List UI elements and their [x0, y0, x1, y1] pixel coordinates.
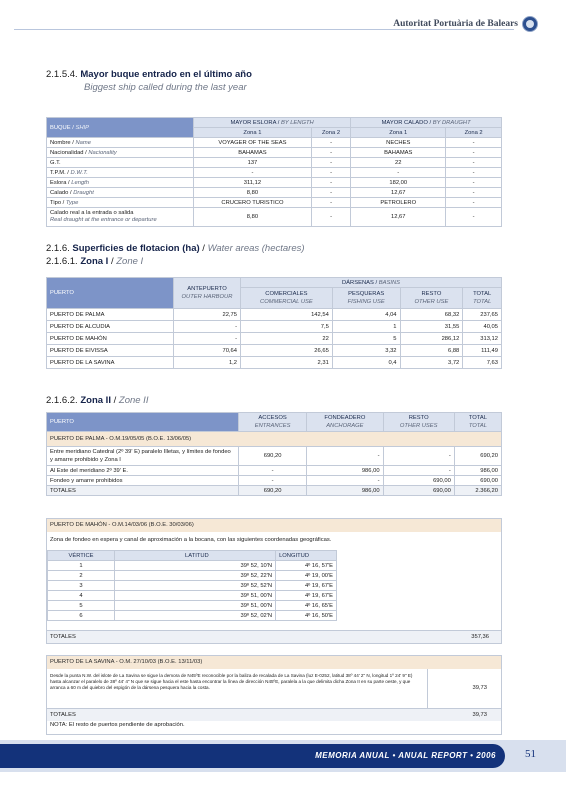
- cell: CRUCERO TURISTICO: [194, 198, 312, 208]
- table-row: [48, 591, 337, 601]
- cell: 22,75: [174, 309, 241, 321]
- cell: -: [239, 466, 307, 476]
- table-row-label: T.P.M. / D.W.T.: [47, 168, 194, 178]
- vertex: 1: [48, 561, 115, 571]
- label-en: Name: [75, 139, 91, 146]
- cell: 1,2: [174, 357, 241, 369]
- zone1-header: Zona 1: [194, 128, 312, 138]
- savina-title: PUERTO DE LA SAVINA - O.M. 27/10/03 (B.O.E. 13/11/03): [47, 656, 501, 669]
- port-name: PUERTO DE PALMA: [47, 309, 174, 321]
- cell: -: [311, 208, 350, 227]
- latitude: 39º 51, 00'N: [115, 601, 276, 611]
- cell: 7,5: [241, 321, 333, 333]
- cell: 5: [332, 333, 400, 345]
- cell: -: [446, 158, 502, 168]
- cell: 6,88: [400, 345, 463, 357]
- footer-text: MEMORIA ANUAL • ANUAL REPORT • 2006: [315, 751, 496, 760]
- longitude: 4º 19, 67'E: [276, 581, 337, 591]
- longitude: 4º 16, 57'E: [276, 561, 337, 571]
- mahon-description: Zona de fondeo en espera y canal de aproximación a la bocana, con las siguientes coordenadas geográficas.: [50, 537, 332, 543]
- col-latitude: LATITUD: [115, 551, 276, 561]
- cell: 68,32: [400, 309, 463, 321]
- table-row-label: Nacionalidad / Nacionality: [47, 148, 194, 158]
- cell: 690,00: [454, 476, 501, 486]
- cell: 111,49: [463, 345, 502, 357]
- savina-box: [46, 655, 502, 735]
- group-draught: MAYOR CALADO / BY DRAUGHT: [351, 118, 502, 128]
- latitude: 39º 52, 22'N: [115, 571, 276, 581]
- row-label: Entre meridiano Catedral (2º 39' E) paralelo Illetas, y límites de fondeo y amarre prohibido y Zona I: [47, 447, 239, 466]
- section-2154-heading: [46, 69, 252, 80]
- table-row-label: Calado real a la entrada o salida Real draught at the entrance or departure: [47, 208, 194, 227]
- col-ship: BUQUE / SHIP: [47, 118, 194, 138]
- label-es: G.T.: [50, 159, 61, 166]
- row-label: TOTALES: [47, 486, 239, 496]
- vertex: 2: [48, 571, 115, 581]
- table-row: [48, 611, 337, 621]
- cell: 690,20: [239, 486, 307, 496]
- cell: PETROLERO: [351, 198, 446, 208]
- cell: 40,05: [463, 321, 502, 333]
- cell: 0,4: [332, 357, 400, 369]
- table-row-label: Nombre / Name: [47, 138, 194, 148]
- page-number: 51: [525, 748, 536, 760]
- cell: -: [446, 188, 502, 198]
- col-vertex: VÉRTICE: [48, 551, 115, 561]
- cell: 22: [351, 158, 446, 168]
- longitude: 4º 16, 50'E: [276, 611, 337, 621]
- table-row: [47, 309, 502, 321]
- col-entrances: ACCESOS ENTRANCES: [239, 413, 307, 432]
- cell: 3,72: [400, 357, 463, 369]
- col-longitude: LONGITUD: [276, 551, 337, 561]
- col-total: TOTAL TOTAL: [463, 288, 502, 309]
- totals-label: TOTALES: [50, 712, 76, 718]
- mahon-box: [46, 518, 502, 644]
- col-outer-harbour: ANTEPUERTO OUTER HARBOUR: [174, 278, 241, 309]
- cell: 690,20: [239, 447, 307, 466]
- table-row: [47, 321, 502, 333]
- col-total: TOTAL TOTAL: [454, 413, 501, 432]
- cell: 311,12: [194, 178, 312, 188]
- label-es: Calado: [50, 189, 69, 196]
- label-en: Type: [65, 199, 79, 206]
- zone2-header: Zona 2: [311, 128, 350, 138]
- cell: 986,00: [454, 466, 501, 476]
- section-title: Mayor buque entrado en el último año: [80, 69, 252, 80]
- cell: 2,31: [241, 357, 333, 369]
- cell: 7,63: [463, 357, 502, 369]
- cell: -: [446, 178, 502, 188]
- cell: 286,12: [400, 333, 463, 345]
- table-row: [47, 188, 502, 198]
- vertex: 3: [48, 581, 115, 591]
- table-row: [48, 561, 337, 571]
- header-org: Autoritat Portuària de Balears: [393, 19, 518, 29]
- table-row: [47, 333, 502, 345]
- cell: -: [194, 168, 312, 178]
- table-row: [47, 476, 502, 486]
- cell: -: [307, 476, 383, 486]
- cell: 12,67: [351, 188, 446, 198]
- cell: -: [446, 148, 502, 158]
- cell: 690,00: [383, 486, 454, 496]
- table-row-label: Calado / Draught: [47, 188, 194, 198]
- cell: -: [307, 447, 383, 466]
- totals-value: 357,36: [471, 634, 489, 640]
- group-length: MAYOR ESLORA / BY LENGTH: [194, 118, 351, 128]
- cell: 2.366,20: [454, 486, 501, 496]
- section-216-heading: 2.1.6. Superficies de flotacion (ha) / Water areas (hectares): [46, 243, 305, 254]
- cell: VOYAGER OF THE SEAS: [194, 138, 312, 148]
- cell: 237,65: [463, 309, 502, 321]
- table-row-label: Tipo / Type: [47, 198, 194, 208]
- cell: 8,80: [194, 188, 312, 198]
- col-other: RESTO OTHER USE: [400, 288, 463, 309]
- cell: 137: [194, 158, 312, 168]
- label-en: D.W.T.: [70, 169, 88, 176]
- table-row-label: [47, 158, 194, 168]
- cell: 986,00: [307, 486, 383, 496]
- cell: 690,00: [383, 476, 454, 486]
- cell: -: [311, 188, 350, 198]
- cell: -: [174, 333, 241, 345]
- cell: 8,80: [194, 208, 312, 227]
- vertex: 5: [48, 601, 115, 611]
- port-name: PUERTO DE LA SAVINA: [47, 357, 174, 369]
- label-es: Nombre: [50, 139, 71, 146]
- vertex: 4: [48, 591, 115, 601]
- latitude: 39º 51, 00'N: [115, 591, 276, 601]
- cell: -: [446, 208, 502, 227]
- section-2162-heading: 2.1.6.2. Zona II / Zone II: [46, 395, 149, 406]
- footer-band: [0, 736, 566, 776]
- cell: -: [311, 148, 350, 158]
- cell: -: [311, 178, 350, 188]
- table-row: [47, 466, 502, 476]
- latitude: 39º 52, 02'N: [115, 611, 276, 621]
- totals-value: 39,73: [472, 712, 487, 718]
- port-name: PUERTO DE MAHÓN: [47, 333, 174, 345]
- cell: 1: [332, 321, 400, 333]
- label-es: Tipo: [50, 199, 62, 206]
- biggest-ship-table: [46, 117, 502, 227]
- table-row: [47, 345, 502, 357]
- table-row: [48, 581, 337, 591]
- cell: -: [446, 138, 502, 148]
- cell: -: [446, 168, 502, 178]
- cell: -: [383, 466, 454, 476]
- cell: BAHAMAS: [351, 148, 446, 158]
- cell: -: [311, 198, 350, 208]
- cell: 12,67: [351, 208, 446, 227]
- savina-totals-row: [47, 708, 501, 721]
- cell: 26,65: [241, 345, 333, 357]
- cell: 70,64: [174, 345, 241, 357]
- longitude: 4º 16, 65'E: [276, 601, 337, 611]
- mahon-coords-table: [47, 550, 337, 621]
- section-2161-heading: 2.1.6.1. Zona I / Zone I: [46, 256, 144, 267]
- row-label: Al Este del meridiano 2º 39' E.: [47, 466, 239, 476]
- mahon-totals-row: [47, 630, 501, 643]
- cell: -: [351, 168, 446, 178]
- section-2154-subtitle: Biggest ship called during the last year: [84, 82, 247, 93]
- longitude: 4º 19, 00'E: [276, 571, 337, 581]
- cell: -: [311, 158, 350, 168]
- table-row: [47, 357, 502, 369]
- cell: -: [311, 138, 350, 148]
- cell: BAHAMAS: [194, 148, 312, 158]
- cell: 313,12: [463, 333, 502, 345]
- table-row: [47, 168, 502, 178]
- label-es: Eslora: [50, 179, 67, 186]
- totals-label: TOTALES: [50, 634, 76, 640]
- table-row: [47, 447, 502, 466]
- savina-value: 39,73: [472, 685, 487, 691]
- zone1-table: [46, 277, 502, 369]
- table-row: [48, 601, 337, 611]
- group-basins: DÁRSENAS / BASINS: [241, 278, 502, 288]
- header-rule: [14, 29, 514, 30]
- label-es: T.P.M.: [50, 169, 66, 176]
- cell: -: [446, 198, 502, 208]
- cell: -: [239, 476, 307, 486]
- savina-description: Desde la punta N.W. del islote de La Savina se sigue la demora de N45ºE reconocible por la baliza de recalada de La Savina (luz E-0252, latitud 38º 44' 2" N, longitud 1º 24' 9" E) hasta alcanzar el paralelo de 38º 44' 4" N que se sigue hacia el este hasta encontrar la línea de dirección N45ºE, paralela a la que delimita dicha Zona II en su parte oeste, y que arranca a 60 m del quiebro del espigón de la dársena pesquera hacia la costa.: [50, 673, 413, 691]
- cell: 986,00: [307, 466, 383, 476]
- savina-note: NOTA: El resto de puertos pendiente de aprobación.: [50, 722, 185, 728]
- label-en: Nacionality: [88, 149, 117, 156]
- cell: 22: [241, 333, 333, 345]
- cell: 142,54: [241, 309, 333, 321]
- table-row: [47, 486, 502, 496]
- port-logo-icon: [522, 16, 538, 32]
- col-other-uses: RESTO OTHER USES: [383, 413, 454, 432]
- cell: 182,00: [351, 178, 446, 188]
- table-row: [48, 571, 337, 581]
- col-port: PUERTO: [47, 278, 174, 309]
- col-fishing: PESQUERAS FISHING USE: [332, 288, 400, 309]
- port-name: PUERTO DE ALCUDIA: [47, 321, 174, 333]
- cell: NECHES: [351, 138, 446, 148]
- zone2-palma-table: [46, 412, 502, 496]
- zone1-header: Zona 1: [351, 128, 446, 138]
- table-row-label: Eslora / Length: [47, 178, 194, 188]
- table-row: [47, 158, 502, 168]
- label-es: Nacionalidad: [50, 149, 84, 156]
- label-en: Length: [71, 179, 90, 186]
- cell: 4,04: [332, 309, 400, 321]
- label-en: Draught: [73, 189, 94, 196]
- col-anchorage: FONDEADERO ANCHORAGE: [307, 413, 383, 432]
- palma-section-title: PUERTO DE PALMA - O.M.19/05/05 (B.O.E. 13/06/05): [47, 432, 502, 447]
- table-row: [47, 138, 502, 148]
- port-name: PUERTO DE EIVISSA: [47, 345, 174, 357]
- cell: -: [174, 321, 241, 333]
- longitude: 4º 19, 67'E: [276, 591, 337, 601]
- latitude: 39º 52, 10'N: [115, 561, 276, 571]
- cell: 690,20: [454, 447, 501, 466]
- row-label: Fondeo y amarre prohibidos: [47, 476, 239, 486]
- cell: 3,32: [332, 345, 400, 357]
- col-port: PUERTO: [47, 413, 239, 432]
- table-row: [47, 198, 502, 208]
- table-row: [47, 148, 502, 158]
- cell: 31,55: [400, 321, 463, 333]
- table-row: [47, 178, 502, 188]
- page-header: [0, 0, 566, 40]
- zone2-header: Zona 2: [446, 128, 502, 138]
- mahon-title: PUERTO DE MAHÓN - O.M.14/03/06 (B.O.E. 30/03/06): [47, 519, 501, 532]
- cell: -: [383, 447, 454, 466]
- section-number: 2.1.5.4.: [46, 69, 78, 80]
- cell: -: [311, 168, 350, 178]
- latitude: 39º 52, 52'N: [115, 581, 276, 591]
- col-commercial: COMERCIALES COMMERCIAL USE: [241, 288, 333, 309]
- vertex: 6: [48, 611, 115, 621]
